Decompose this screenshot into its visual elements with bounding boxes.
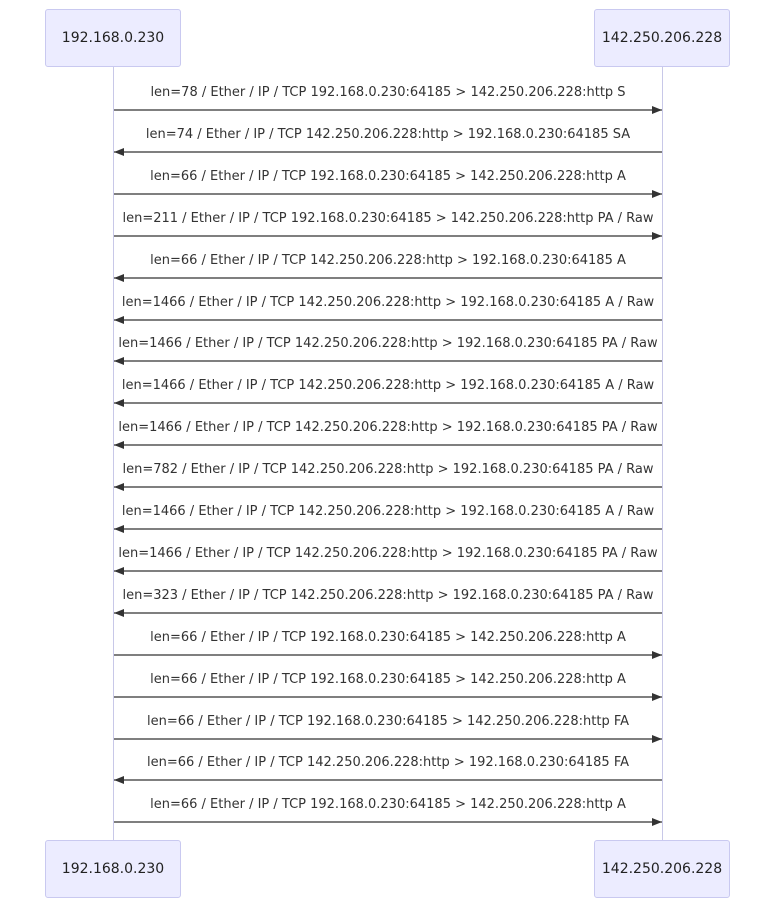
- message-label: len=1466 / Ether / IP / TCP 142.250.206.228:http > 192.168.0.230:64185 PA / Raw: [118, 420, 658, 435]
- message-label: len=1466 / Ether / IP / TCP 142.250.206.228:http > 192.168.0.230:64185 PA / Raw: [118, 336, 658, 351]
- participant-label: 142.250.206.228: [601, 30, 723, 46]
- message-label: len=782 / Ether / IP / TCP 142.250.206.228:http > 192.168.0.230:64185 PA / Raw: [122, 462, 654, 477]
- message-label: len=66 / Ether / IP / TCP 142.250.206.228:http > 192.168.0.230:64185 A: [150, 253, 626, 268]
- message-label: len=66 / Ether / IP / TCP 192.168.0.230:64185 > 142.250.206.228:http A: [150, 630, 626, 645]
- participant-label: 192.168.0.230: [61, 30, 165, 46]
- message-label: len=66 / Ether / IP / TCP 192.168.0.230:64185 > 142.250.206.228:http A: [150, 797, 626, 812]
- message-label: len=66 / Ether / IP / TCP 192.168.0.230:64185 > 142.250.206.228:http FA: [146, 714, 630, 729]
- message-label: len=1466 / Ether / IP / TCP 142.250.206.228:http > 192.168.0.230:64185 PA / Raw: [118, 546, 658, 561]
- message-label: len=1466 / Ether / IP / TCP 142.250.206.228:http > 192.168.0.230:64185 A / Raw: [121, 504, 655, 519]
- message-label: len=66 / Ether / IP / TCP 192.168.0.230:64185 > 142.250.206.228:http A: [150, 672, 626, 687]
- message-label: len=78 / Ether / IP / TCP 192.168.0.230:64185 > 142.250.206.228:http S: [150, 85, 626, 100]
- message-label: len=323 / Ether / IP / TCP 142.250.206.228:http > 192.168.0.230:64185 PA / Raw: [122, 588, 654, 603]
- message-label: len=66 / Ether / IP / TCP 142.250.206.228:http > 192.168.0.230:64185 FA: [146, 755, 630, 770]
- message-label: len=211 / Ether / IP / TCP 192.168.0.230:64185 > 142.250.206.228:http PA / Raw: [122, 211, 654, 226]
- participant-label: 142.250.206.228: [601, 861, 723, 877]
- message-label: len=1466 / Ether / IP / TCP 142.250.206.228:http > 192.168.0.230:64185 A / Raw: [121, 378, 655, 393]
- participant-label: 192.168.0.230: [61, 861, 165, 877]
- message-label: len=1466 / Ether / IP / TCP 142.250.206.228:http > 192.168.0.230:64185 A / Raw: [121, 295, 655, 310]
- message-label: len=66 / Ether / IP / TCP 192.168.0.230:64185 > 142.250.206.228:http A: [150, 169, 626, 184]
- message-label: len=74 / Ether / IP / TCP 142.250.206.228:http > 192.168.0.230:64185 SA: [145, 127, 631, 142]
